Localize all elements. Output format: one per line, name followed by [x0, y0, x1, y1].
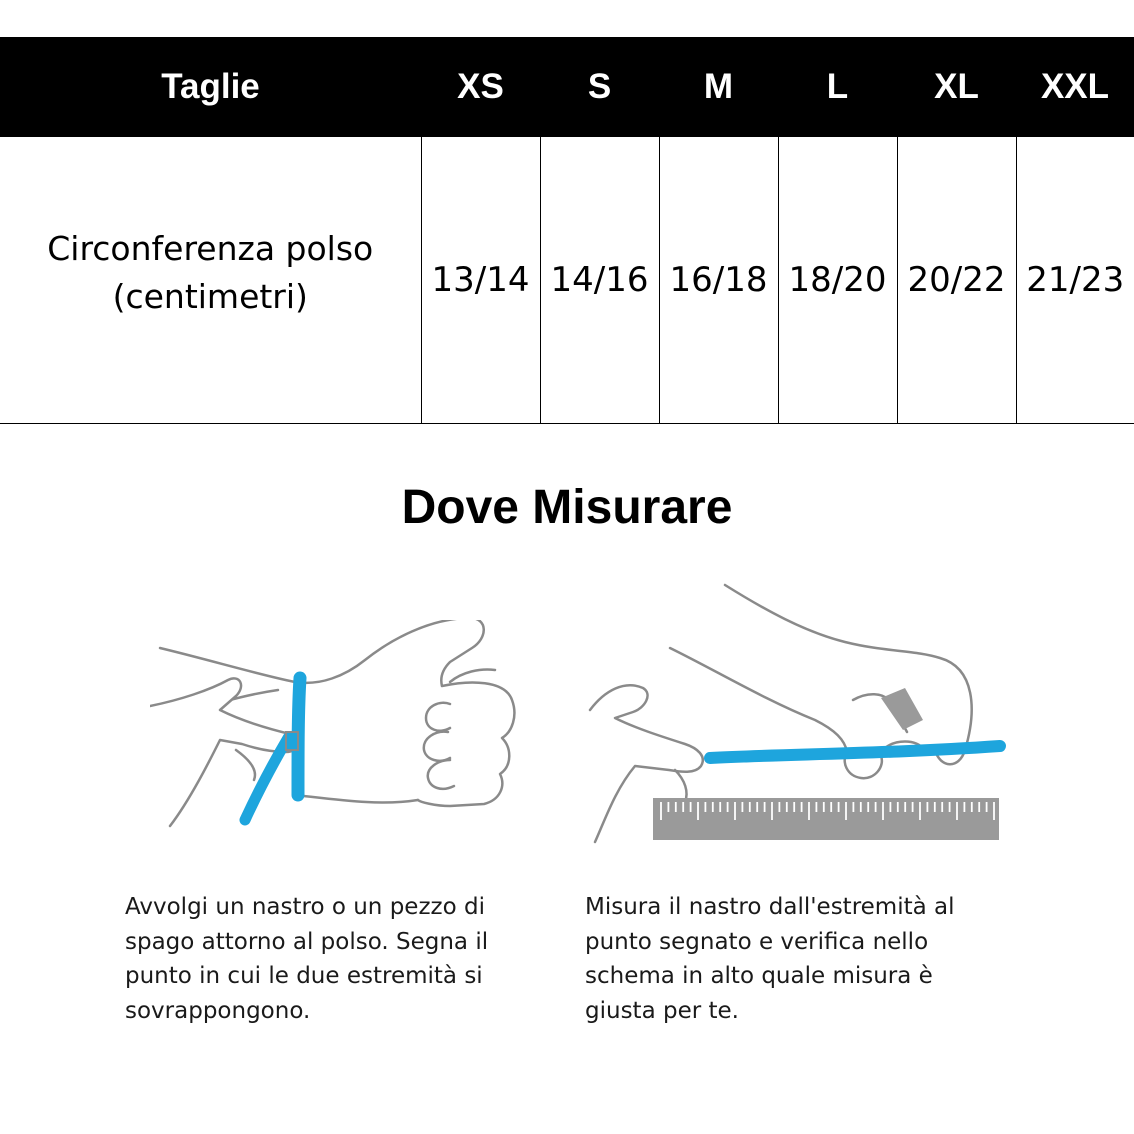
size-header-row: [0, 37, 1134, 137]
row-label-line-1: Circonferenza polso: [47, 229, 374, 268]
row-label-line-2: (centimetri): [112, 277, 308, 316]
size-header-xl: XL: [897, 37, 1016, 137]
value-l: 18/20: [778, 137, 897, 424]
size-header-s: S: [540, 37, 659, 137]
size-chart-table: [0, 37, 1134, 424]
size-header-xxl: XXL: [1016, 37, 1134, 137]
size-header-label: Taglie: [0, 37, 421, 137]
size-header-l: L: [778, 37, 897, 137]
size-header-m: M: [659, 37, 778, 137]
wrap-instruction-text: Avvolgi un nastro o un pezzo di spago attorno al polso. Segna il punto in cui le due estremità si sovrappongono.: [125, 894, 489, 1024]
value-m: 16/18: [659, 137, 778, 424]
measure-instruction-text: Misura il nastro dall'estremità al punto segnato e verifica nello schema in alto quale misura è giusta per te.: [585, 894, 955, 1024]
wrist-circumference-row: [0, 137, 1134, 424]
value-xl: 20/22: [897, 137, 1016, 424]
wrist-circumference-label: [0, 137, 421, 424]
hand-measuring-tape-on-ruler-icon: [585, 580, 1010, 850]
value-s: 14/16: [540, 137, 659, 424]
section-title: Dove Misurare: [401, 481, 733, 534]
value-xxl: 21/23: [1016, 137, 1134, 424]
size-header-xs: XS: [421, 37, 540, 137]
value-xs: 13/14: [421, 137, 540, 424]
hand-wrapping-tape-around-wrist-icon: [150, 620, 530, 870]
